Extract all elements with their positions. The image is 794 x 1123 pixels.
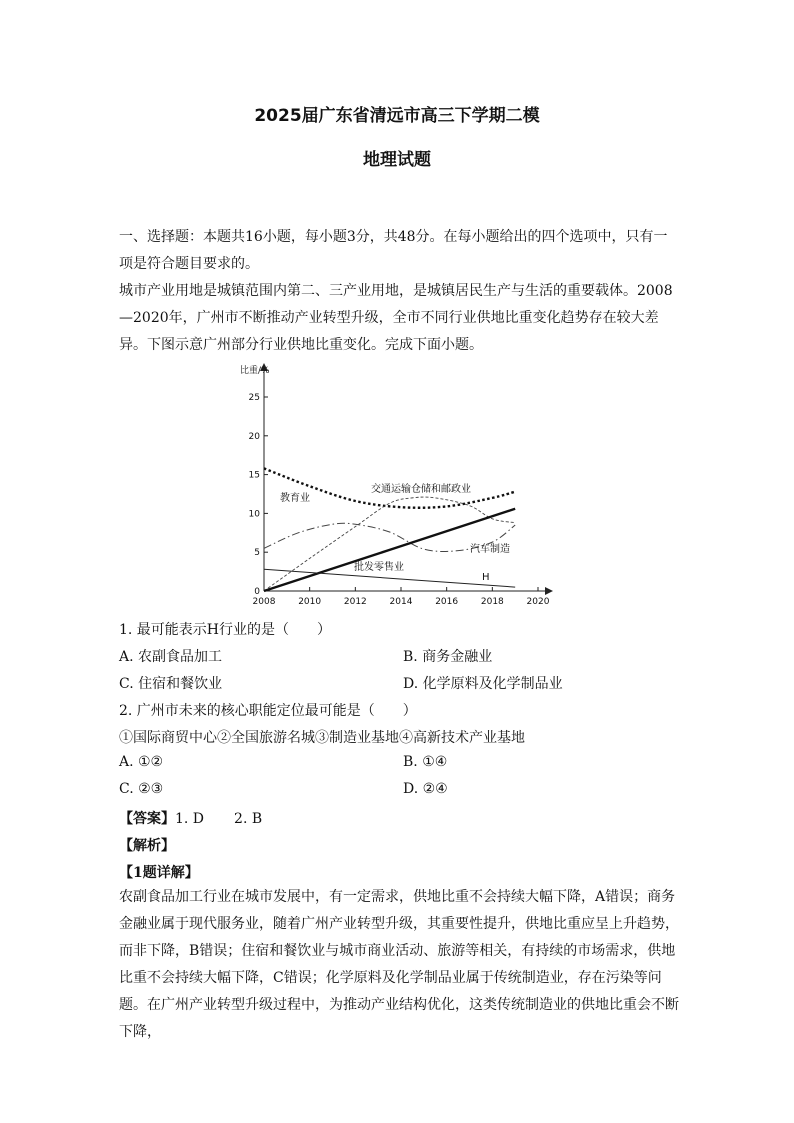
series-label-transport: 交通运输仓储和邮政业 [371,484,471,495]
analysis-detail-label: 【1题详解】 [119,865,199,881]
y-tick-label: 10 [248,509,260,520]
x-tick-label: 2012 [343,597,367,607]
x-tick-label: 2018 [480,597,504,607]
q2-option-c[interactable]: C. ②③ [119,781,164,797]
subject-title: 地理试题 [363,150,431,170]
question-1-stem: 1. 最可能表示H行业的是（ ） [119,622,332,638]
series-label-education: 教育业 [280,493,310,504]
q1-option-c[interactable]: C. 住宿和餐饮业 [119,676,223,692]
exam-title: 2025届广东省清远市高三下学期二模 [254,106,540,126]
y-tick-label: 25 [248,393,260,403]
series-label-h: H [482,572,490,583]
q2-option-b[interactable]: B. ①④ [403,754,448,770]
answer-q1: 1. D [175,811,205,827]
x-tick-label: 2008 [252,597,276,607]
q1-option-d[interactable]: D. 化学原料及化学制品业 [403,676,563,692]
y-axis-label: 比重/% [240,366,270,376]
analysis-text: 农副食品加工行业在城市发展中，有一定需求，供地比重不会持续大幅下降，A错误；商务金融业属于现代服务业，随着广州产业转型升级，其重要性提升，供地比重应呈上升趋势，而非下降，B错误；住宿和餐饮业与城市商业活动、旅游等相关，有持续的市场需求，供地比重不会持续大幅下降，C错误；化学原料及化学制品业属于传统制造业，存在污染等问题。在广州产业转型升级过程中，为推动产业结构优化，这类传统制造业的供地比重会不断下降， [119,889,679,1040]
x-tick-label: 2020 [526,597,550,607]
x-tick-label: 2014 [389,597,413,607]
x-tick-label: 2016 [435,597,459,607]
y-tick-label: 5 [254,548,260,559]
answer-q2: 2. B [234,811,263,827]
answer-line [119,808,262,828]
series-label-wholesale: 批发零售业 [354,562,404,573]
q2-option-d[interactable]: D. ②④ [403,781,448,797]
series-label-auto: 汽车制造 [470,544,510,555]
y-tick-label: 20 [248,431,260,442]
section-instructions: 一、选择题：本题共16小题，每小题3分，共48分。在每小题给出的四个选项中，只有一项是符合题目要求的。 [119,229,668,272]
y-tick-label: 15 [248,470,260,481]
analysis-label: 【解析】 [119,838,175,854]
y-tick-label: 0 [254,587,260,597]
x-tick-label: 2010 [298,597,322,607]
land-ratio-chart [238,360,558,610]
q1-option-b[interactable]: B. 商务金融业 [403,649,493,665]
material-text: 城市产业用地是城镇范围内第二、三产业用地，是城镇居民生产与生活的重要载体。2008—2020年，广州市不断推动产业转型升级，全市不同行业供地比重变化趋势存在较大差异。下图示意广州部分行业供地比重变化。完成下面小题。 [119,283,673,353]
q2-option-a[interactable]: A. ①② [119,754,164,770]
answer-label: 【答案】 [119,811,175,827]
q1-option-a[interactable]: A. 农副食品加工 [119,649,223,665]
question-2-stem: 2. 广州市未来的核心职能定位最可能是（ ） [119,703,417,719]
question-2-statements: ①国际商贸中心②全国旅游名城③制造业基地④高新技术产业基地 [119,730,525,746]
